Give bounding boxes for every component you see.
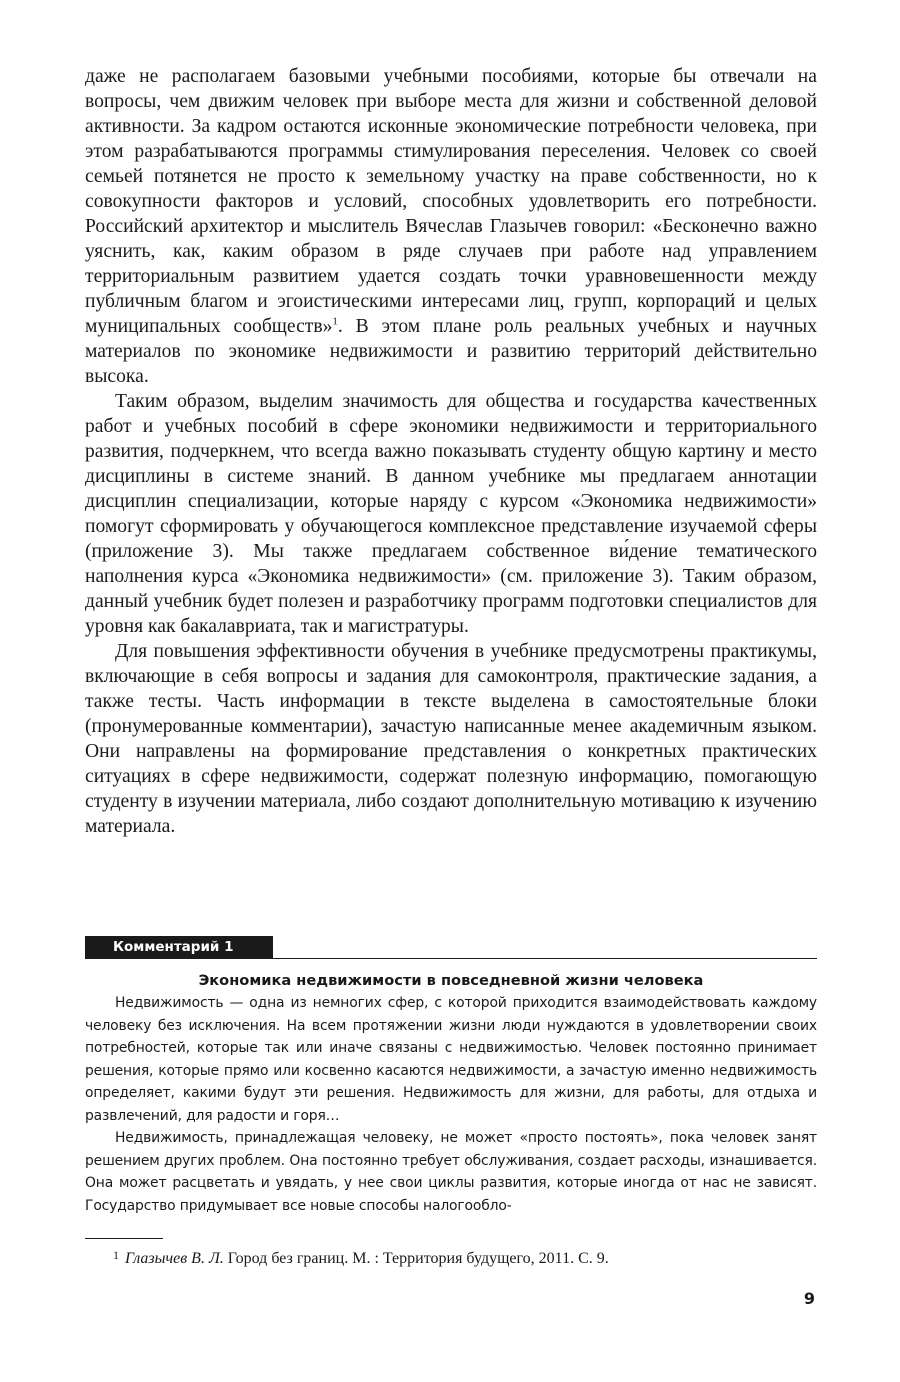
page-content <box>85 64 817 1214</box>
footnote-author: Глазычев В. Л. <box>125 1250 224 1267</box>
comment-paragraph-2: Недвижимость, принадлежащая человеку, не может «просто постоять», пока человек занят решением других проблем. Она постоянно требует обслуживания, создает расходы, изнашивается. Она может расцветать и увядать, у нее свои циклы развития, которые иногда от нас не зависят. Государство придумывает все новые способы налогообло- <box>85 1130 817 1214</box>
paragraph-3: Для повышения эффективности обучения в учебнике предусмотрены практикумы, включающие в себя вопросы и задания для самоконтроля, практические задания, а также тесты. Часть информации в тексте выделена в самостоятельные блоки (пронумерованные комментарии), зачастую написанные менее академичным языком. Они направлены на формирование представления о конкретных практических ситуациях в сфере недвижимости, содержат полезную информацию, помогающую студенту в изучении материала, либо создают дополнительную мотивацию к изучению материала. <box>85 641 817 837</box>
comment-label: Комментарий 1 <box>85 936 273 958</box>
footnote-text: Город без границ. М. : Территория будущего, 2011. С. 9. <box>223 1250 609 1267</box>
footnote <box>85 1248 817 1270</box>
comment-header <box>85 936 817 959</box>
footnote-divider <box>85 1238 163 1239</box>
comment-paragraph-1: Недвижимость — одна из немногих сфер, с которой приходится взаимодействовать каждому человеку без исключения. На всем протяжении жизни люди нуждаются в удовлетворении своих потребностей, которые так или иначе связаны с недвижимостью. Человек постоянно принимает решения, которые прямо или косвенно касаются недвижимости, а зачастую именно недвижимость определяет, какими будут эти решения. Недвижимость для жизни, для работы, для отдыха и развлечений, для радости и горя… <box>85 995 817 1124</box>
paragraph-1: даже не располагаем базовыми учебными пособиями, которые бы отвечали на вопросы, чем движим человек при выборе места для жизни и собственной деловой активности. За кадром остаются исконные экономические потребности человека, при этом разрабатываются программы стимулирования переселения. Человек со своей семьей потянется не просто к земельному участку на праве собственности, но к совокупности факторов и условий, способных удовлетворить его потребности. Российский архитектор и мыслитель Вячеслав Глазычев говорил: «Бесконечно важно уяснить, как, каким образом в ряде случаев при работе над управлением территориальным развитием удается создать точки уравновешенности между публичным благом и эгоистическими интересами лиц, групп, корпораций и целых муниципальных сообществ»$^1$. В этом плане роль реальных учебных и научных материалов по экономике недвижимости и развитию территорий действительно высока. <box>85 66 817 387</box>
footnote-ref[interactable]: 1 <box>332 315 338 328</box>
paragraph-2: Таким образом, выделим значимость для общества и государства качественных работ и учебных пособий в сфере экономики недвижимости и территориального развития, подчеркнем, что всегда важно показывать студенту общую картину и место дисциплины в системе знаний. В данном учебнике мы предлагаем аннотации дисциплин специализации, которые наряду с курсом «Экономика недвижимости» помогут сформировать у обучающегося комплексное представление изучаемой сферы (приложение 3). Мы также предлагаем собственное ви́дение тематического наполнения курса «Экономика недвижимости» (см. приложение 3). Таким образом, данный учебник будет полезен и разработчику программ подготовки специалистов для уровня как бакалавриата, так и магистратуры. <box>85 391 817 637</box>
comment-title: Экономика недвижимости в повседневной жизни человека <box>198 972 704 989</box>
main-text <box>85 64 817 839</box>
page-number: 9 <box>803 1289 815 1308</box>
comment-body <box>85 970 817 1217</box>
footnote-number: 1 <box>113 1248 119 1262</box>
